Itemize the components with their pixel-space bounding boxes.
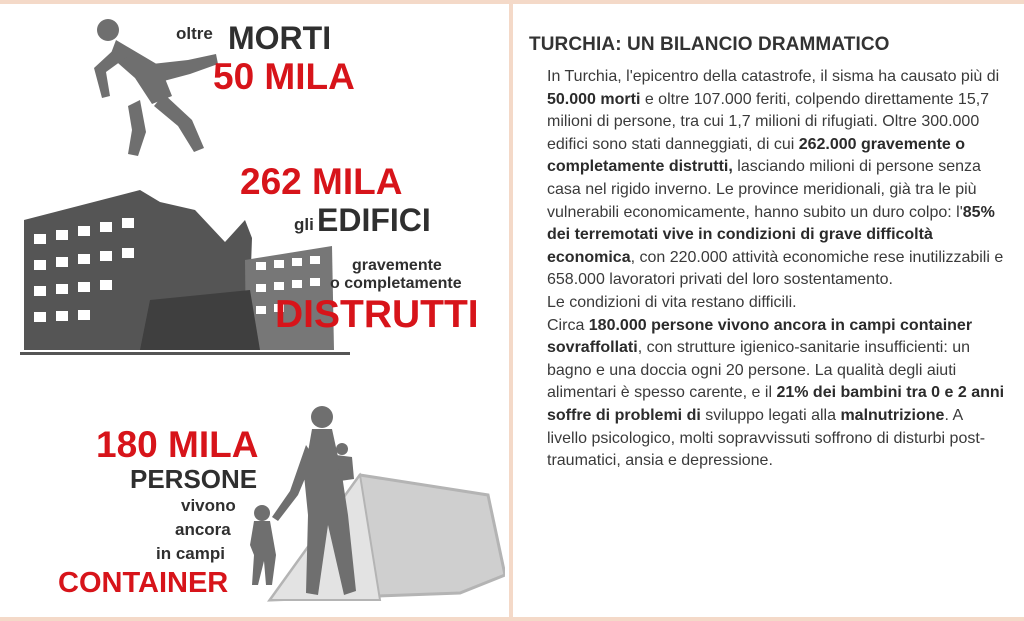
paragraph-2: Le condizioni di vita restano difficili. bbox=[547, 293, 797, 311]
article-panel bbox=[513, 0, 1024, 621]
p3-bold-children: 21% dei bambini tra 0 e 2 anni soffre di problemi di bbox=[547, 384, 1005, 424]
p3-bold-containers: 180.000 persone vivono ancora in campi container sovraffollati bbox=[547, 316, 973, 357]
deaths-prefix: oltre bbox=[176, 24, 213, 43]
buildings-status: DISTRUTTI bbox=[275, 293, 479, 336]
people-line-1: vivono bbox=[181, 496, 236, 515]
p1-text-a: In Turchia, l'epicentro della catastrofe, il sisma ha causato più di bbox=[547, 68, 1000, 85]
deaths-label: MORTI bbox=[228, 20, 332, 56]
people-place: CONTAINER bbox=[58, 567, 229, 599]
tent-family-illustration bbox=[230, 405, 505, 605]
article-title: TURCHIA: UN BILANCIO DRAMMATICO bbox=[529, 34, 890, 55]
people-line-2: ancora bbox=[175, 520, 231, 539]
p3-bold-malnutrition: malnutrizione bbox=[840, 406, 945, 424]
p1-bold-hardship: 85% dei terremotati vive in condizioni di grave difficoltà economica bbox=[547, 203, 995, 266]
buildings-qualifier-2: o completamente bbox=[330, 275, 462, 292]
p3-text-a: Circa bbox=[547, 316, 589, 334]
p3-text-e: sviluppo legati alla bbox=[700, 406, 841, 424]
paragraph-1 bbox=[547, 66, 1005, 292]
p1-bold-buildings: 262.000 gravemente o completamente distrutti, bbox=[547, 135, 966, 176]
people-line-3: in campi bbox=[156, 544, 225, 563]
paragraph-3 bbox=[547, 315, 1005, 473]
people-label: PERSONE bbox=[130, 464, 258, 494]
p1-text-c: e oltre 107.000 feriti, colpendo direttamente 15,7 milioni di persone, tra cui 1,7 milioni di rifugiati. Oltre 300.000 edifici sono stati danneggiati, di cui bbox=[547, 90, 990, 153]
p3-text-g: . A livello psicologico, molti sopravvissuti soffrono di disturbi post-traumatici, ansia e depressione. bbox=[547, 406, 986, 470]
buildings-label: EDIFICI bbox=[317, 202, 431, 238]
p1-text-g: , con 220.000 attività economiche rese inutilizzabili e 658.000 lavoratori privati del loro sostentamento. bbox=[547, 248, 1004, 289]
p1-text-e: lasciando milioni di persone senza casa nel rigido inverno. Le province meridionali, già tra le più vulnerabili economicamente, hanno subito un duro colpo: l' bbox=[547, 158, 981, 221]
article-body bbox=[547, 66, 1005, 473]
p3-text-c: , con strutture igienico-sanitarie insufficienti: un bagno e una doccia ogni 20 persone. La qualità degli aiuti alimentari è spesso carente, e il bbox=[547, 339, 971, 402]
deaths-value: 50 MILA bbox=[213, 56, 355, 97]
infographic-panel bbox=[0, 0, 509, 621]
buildings-prefix: gli bbox=[294, 215, 314, 234]
people-value: 180 MILA bbox=[96, 424, 259, 465]
p1-bold-deaths: 50.000 morti bbox=[547, 90, 641, 108]
buildings-value: 262 MILA bbox=[240, 161, 403, 202]
buildings-qualifier-1: gravemente bbox=[352, 257, 442, 274]
